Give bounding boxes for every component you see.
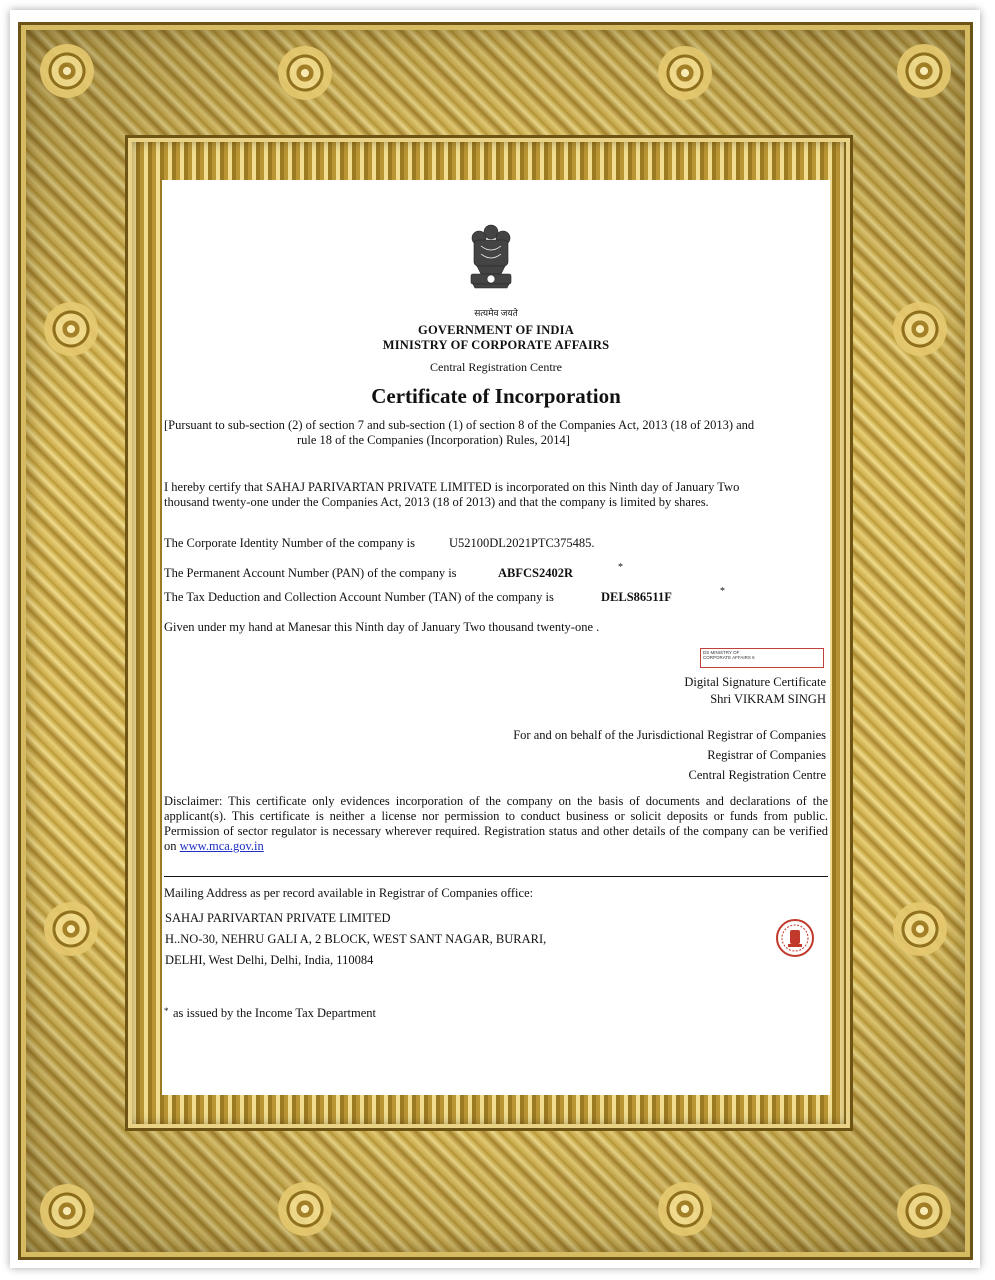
centre-heading: Central Registration Centre [430, 360, 562, 374]
frame-rosette-ornament [44, 302, 98, 356]
registrar-line-1: For and on behalf of the Jurisdictional Registrar of Companies [513, 728, 826, 742]
frame-rosette-ornament [278, 1182, 332, 1236]
pursuant-line-2: rule 18 of the Companies (Incorporation) Rules, 2014] [297, 433, 570, 447]
frame-rosette-ornament [278, 46, 332, 100]
mailing-heading: Mailing Address as per record available in Registrar of Companies office: [164, 886, 534, 900]
frame-rosette-ornament [897, 44, 951, 98]
tan-label: The Tax Deduction and Collection Account Number (TAN) of the company is [164, 590, 554, 604]
registrar-line-3: Central Registration Centre [688, 768, 826, 782]
given-line: Given under my hand at Manesar this Ninth day of January Two thousand twenty-one . [164, 620, 600, 634]
stamp-text-2: CORPORATE AFFAIRS 6 [703, 655, 755, 660]
emblem-motto: सत्यमेव जयते [474, 308, 518, 318]
national-emblem-icon [461, 222, 521, 307]
dsc-label: Digital Signature Certificate [684, 675, 826, 689]
frame-rosette-ornament [658, 46, 712, 100]
frame-rosette-ornament [40, 1184, 94, 1238]
frame-rosette-ornament [893, 902, 947, 956]
divider [164, 876, 828, 877]
pan-asterisk: * [618, 562, 623, 573]
pursuant-line-1: [Pursuant to sub-section (2) of section 7 and sub-section (1) of section 8 of the Companies Act, 2013 (18 of 2013) and [164, 418, 755, 432]
certify-line-1: I hereby certify that SAHAJ PARIVARTAN PRIVATE LIMITED is incorporated on this Ninth day of January Two [164, 480, 740, 494]
mailing-line-1: SAHAJ PARIVARTAN PRIVATE LIMITED [165, 911, 391, 925]
page-title: Certificate of Incorporation [371, 384, 621, 408]
mailing-line-3: DELHI, West Delhi, Delhi, India, 110084 [165, 953, 374, 967]
certify-line-2: thousand twenty-one under the Companies Act, 2013 (18 of 2013) and that the company is limited by shares. [164, 495, 709, 509]
footnote-asterisk: * [164, 1006, 169, 1016]
tan-value: DELS86511F [601, 590, 672, 604]
tan-asterisk: * [720, 586, 725, 597]
frame-rosette-ornament [897, 1184, 951, 1238]
certificate-document [162, 180, 830, 1095]
cin-value: U52100DL2021PTC375485. [449, 536, 595, 550]
mailing-line-2: H..NO-30, NEHRU GALI A, 2 BLOCK, WEST SANT NAGAR, BURARI, [165, 932, 547, 946]
registrar-line-2: Registrar of Companies [707, 748, 826, 762]
cin-label: The Corporate Identity Number of the company is [164, 536, 415, 550]
frame-rosette-ornament [44, 902, 98, 956]
disclaimer [164, 794, 828, 854]
frame-rosette-ornament [40, 44, 94, 98]
digital-signature-stamp [700, 648, 824, 668]
disclaimer-text: Disclaimer: This certificate only evidences incorporation of the company on the basis of documents and declarations of the applicant(s). This certificate is neither a license nor permission to conduct business or solicit deposits or funds from public. Permission of sector regulator is necessary wherever required. Registration status and other details of the company can be verified on [164, 794, 828, 853]
footnote-text: as issued by the Income Tax Department [173, 1006, 377, 1020]
pan-label: The Permanent Account Number (PAN) of the company is [164, 566, 457, 580]
government-heading: GOVERNMENT OF INDIA [418, 323, 574, 337]
pan-value: ABFCS2402R [498, 566, 574, 580]
frame-rosette-ornament [893, 302, 947, 356]
stamp-text-1: DS MINISTRY OF [703, 650, 740, 655]
frame-rosette-ornament [658, 1182, 712, 1236]
official-seal-icon [775, 918, 815, 958]
ministry-heading: MINISTRY OF CORPORATE AFFAIRS [382, 338, 610, 352]
mca-link[interactable]: www.mca.gov.in [179, 839, 264, 853]
signatory-name: Shri VIKRAM SINGH [710, 692, 826, 706]
